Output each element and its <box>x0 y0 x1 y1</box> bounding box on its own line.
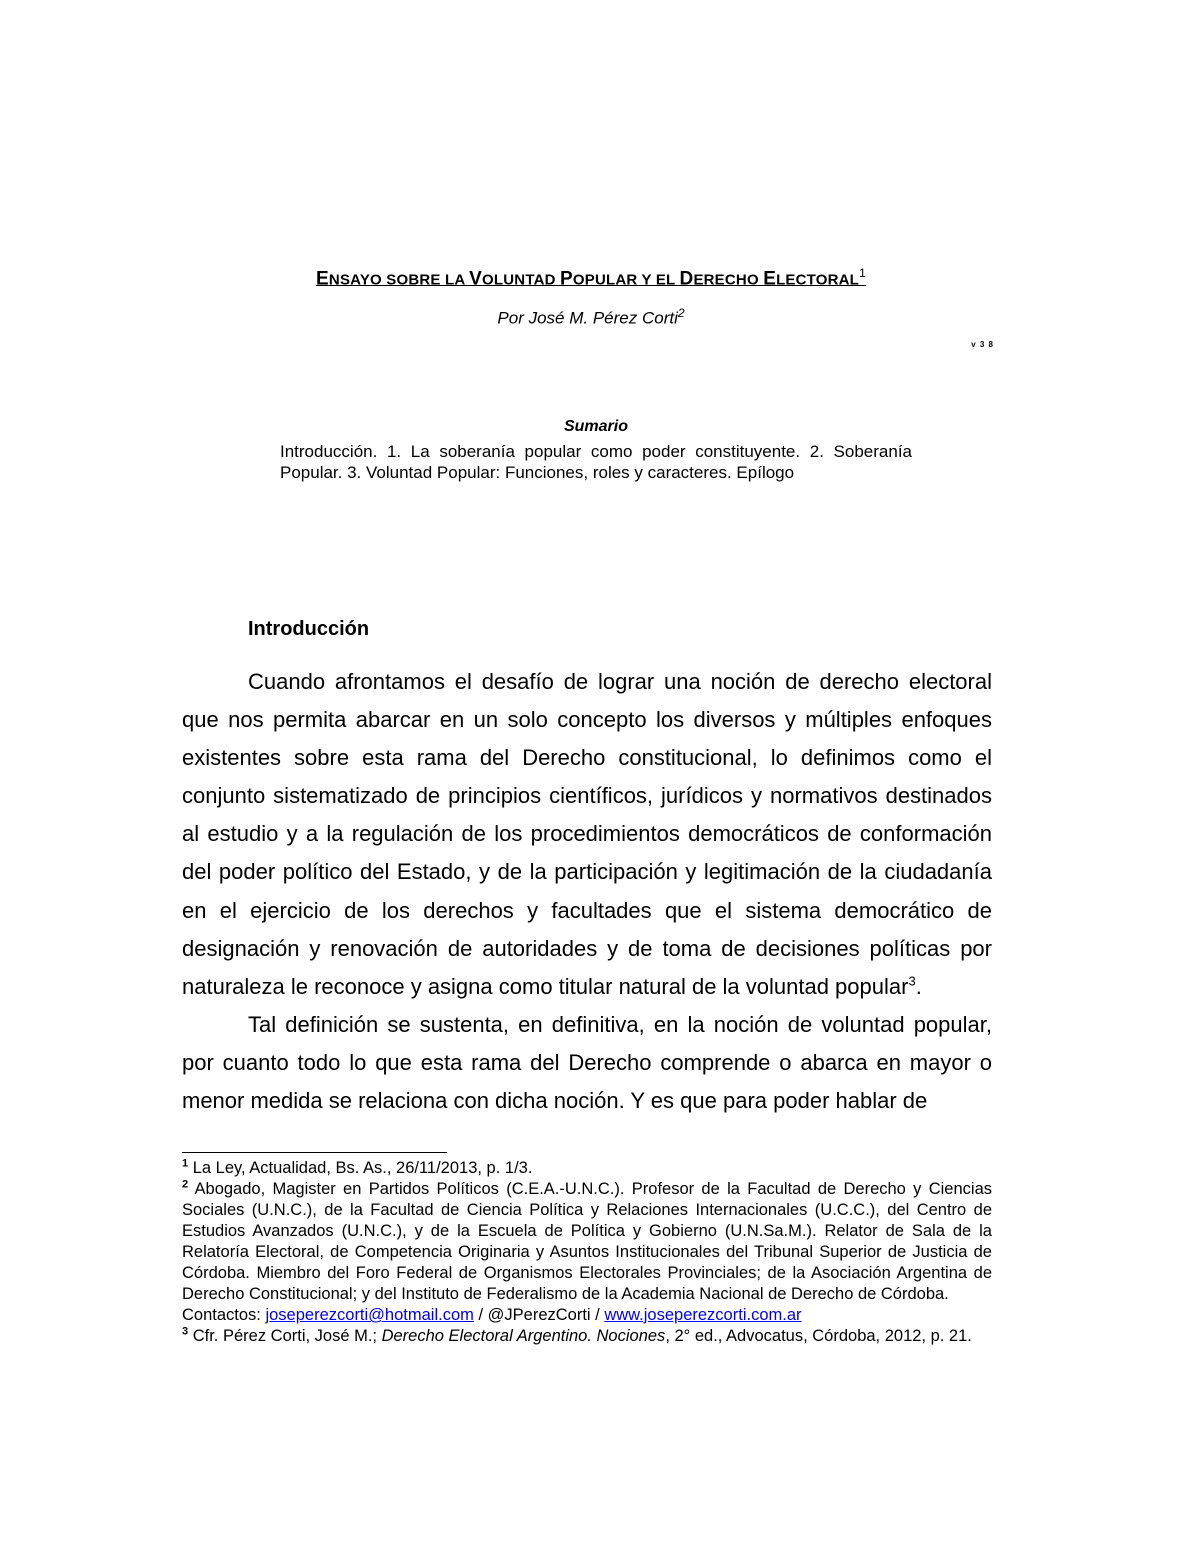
section-heading-introduccion: Introducción <box>248 618 370 640</box>
title-initial: V <box>469 268 483 290</box>
title-part: OPULAR Y EL <box>572 271 680 289</box>
version-label: v 3 8 <box>971 340 994 349</box>
title-initial: E <box>316 268 329 290</box>
website-link[interactable]: www.joseperezcorti.com.ar <box>604 1306 802 1324</box>
footnote-text: Abogado, Magister en Partidos Políticos (C.E.A.-U.N.C.). Profesor de la Facultad de Derecho y Ciencias Sociales (U.N.C.), de la Facultad de Ciencia Política y Relaciones Internacionales (U.C.C.), del Centro de Estudios Avanzados (U.N.C.), y de la Escuela de Política y Gobierno (U.N.Sa.M.). Relator de Sala de la Relatoría Electoral, de Competencia Originaria y Asuntos Institucionales del Tribunal Superior de Justicia de Córdoba. Miembro del Foro Federal de Organismos Electorales Provinciales; de la Asociación Argentina de Derecho Constitucional; y del Instituto de Federalismo de la Academia Nacional de Derecho de Córdoba. <box>182 1180 992 1303</box>
summary-text: Introducción. 1. La soberanía popular como poder constituyente. 2. Soberanía Popular. 3. Voluntad Popular: Funciones, roles y caracteres. Epílogo <box>280 442 912 482</box>
footnote-text: , 2° ed., Advocatus, Córdoba, 2012, p. 21. <box>665 1327 972 1345</box>
author-footnote-ref[interactable]: 2 <box>677 306 685 320</box>
paragraph <box>182 663 992 1006</box>
document-title <box>182 266 1000 290</box>
title-part: OLUNTAD <box>482 271 561 289</box>
footnote-ref-3[interactable]: 3 <box>908 973 916 989</box>
paragraph <box>182 1006 992 1120</box>
title-initial: E <box>763 268 777 290</box>
author-line <box>182 306 1000 329</box>
title-part: NSAYO SOBRE LA <box>328 271 470 289</box>
footnote-separator <box>182 1152 447 1153</box>
title-footnote-ref[interactable]: 1 <box>859 266 866 280</box>
summary-heading: Sumario <box>563 418 628 435</box>
paragraph-text: Tal definición se sustenta, en definitiva, en la noción de voluntad popular, por cuanto todo lo que esta rama del Derecho comprende o abarca en mayor o menor medida se relaciona con dicha noción. Y es que para poder hablar de <box>182 1011 992 1114</box>
body-text <box>182 663 992 1120</box>
footnote-1 <box>182 1158 992 1179</box>
title-part: ERECHO <box>693 271 764 289</box>
paragraph-end: . <box>915 973 922 999</box>
title-part: LECTORAL <box>776 271 860 289</box>
footnote-3 <box>182 1326 992 1347</box>
contacts-label: Contactos: <box>182 1306 266 1324</box>
title-initial: P <box>560 268 573 290</box>
footnote-mark: 1 <box>182 1157 189 1170</box>
book-title: Derecho Electoral Argentino. Nociones <box>381 1327 666 1345</box>
footnotes <box>182 1158 992 1347</box>
paragraph-text: Cuando afrontamos el desafío de lograr una noción de derecho electoral que nos permita abarcar en un solo concepto los diversos y múltiples enfoques existentes sobre esta rama del Derecho constitucional, lo definimos como el conjunto sistematizado de principios científicos, jurídicos y normativos destinados al estudio y a la regulación de los procedimientos democráticos de conformación del poder político del Estado, y de la participación y legitimación de la ciudadanía en el ejercicio de los derechos y facultades que el sistema democrático de designación y renovación de autoridades y de toma de decisiones políticas por naturaleza le reconoce y asigna como titular natural de la voluntad popular <box>182 669 992 999</box>
footnote-2 <box>182 1179 992 1305</box>
footnote-mark: 3 <box>182 1325 189 1338</box>
email-link[interactable]: joseperezcorti@hotmail.com <box>265 1306 474 1324</box>
footnote-mark: 2 <box>182 1178 189 1191</box>
title-initial: D <box>679 268 694 290</box>
author-name: Por José M. Pérez Corti <box>497 308 678 328</box>
footnote-text: Cfr. Pérez Corti, José M.; <box>188 1327 382 1345</box>
footnote-text: La Ley, Actualidad, Bs. As., 26/11/2013, p. 1/3. <box>188 1159 533 1177</box>
twitter-handle: / @JPerezCorti / <box>473 1306 605 1324</box>
footnote-2-contacts <box>182 1305 992 1326</box>
